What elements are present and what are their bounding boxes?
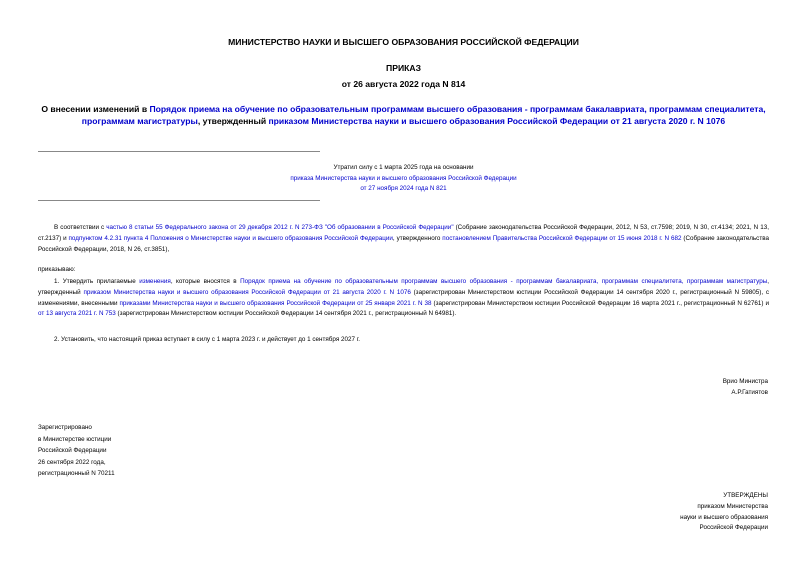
signatory-position: Врио Министра: [722, 378, 768, 385]
item1-text-6: (зарегистрирован Министерством юстиции Российской Федерации 14 сентября 2021 г., регистрационный N 64981).: [115, 310, 457, 318]
item1-link-procedure[interactable]: Порядок приема на обучение по образовательным программам высшего образования - программам бакалавриата, программам специалитета, программам магистратуры: [240, 278, 768, 285]
lost-force-note: [38, 163, 769, 195]
registration-line2: в Министерстве юстиции: [38, 435, 112, 443]
item1-text-5: (зарегистрирован Министерством юстиции Российской Федерации 16 марта 2021 г., регистрационный N 62761) и: [431, 299, 769, 307]
item-1-paragraph: [38, 277, 769, 320]
signature-block: [723, 377, 768, 398]
registration-line5: регистрационный N 70211: [38, 470, 115, 477]
item1-link-order-38[interactable]: приказами Министерства науки и высшего образования Российской Федерации от 25 января 2021 г. N 38: [119, 299, 432, 307]
divider-bottom: [38, 200, 320, 201]
preamble-link-law-273[interactable]: частью 8 статьи 55 Федерального закона от 29 декабря 2012 г. N 273-ФЗ "Об образовании в Российской Федерации": [106, 224, 454, 231]
item1-text-1: 1. Утвердить прилагаемые: [54, 278, 140, 285]
signatory-name: А.Р.Гатиятов: [731, 388, 768, 396]
orders-word: приказываю:: [38, 266, 76, 273]
lost-force-link-date[interactable]: от 27 ноября 2024 года N 821: [360, 185, 447, 192]
preamble-paragraph: [38, 223, 769, 255]
item1-link-order-753[interactable]: от 13 августа 2021 г. N 753: [38, 310, 116, 318]
ministry-header: МИНИСТЕРСТВО НАУКИ И ВЫСШЕГО ОБРАЗОВАНИЯ РОССИЙСКОЙ ФЕДЕРАЦИИ: [228, 37, 579, 47]
title-link-order-1076[interactable]: приказом Министерства науки и высшего образования Российской Федерации от 21 августа 2020 г. N 1076: [268, 115, 726, 126]
approved-line3: науки и высшего образования: [680, 513, 768, 521]
lost-force-line1: Утратил силу с 1 марта 2025 года на основании: [333, 164, 474, 171]
title-text-1: О внесении изменений в: [41, 104, 150, 114]
document-type: ПРИКАЗ: [386, 63, 421, 73]
lost-force-link-order[interactable]: приказа Министерства науки и высшего образования Российской Федерации: [290, 174, 517, 182]
registration-line4: 26 сентября 2022 года,: [38, 458, 106, 466]
title-text-2: , утвержденный: [197, 115, 269, 126]
approved-block: [680, 491, 768, 534]
order-date-number: от 26 августа 2022 года N 814: [341, 79, 466, 89]
item1-text-2: , которые вносятся в: [170, 278, 241, 285]
preamble-text-3: , утвержденного: [392, 234, 443, 242]
item1-text-3: , утвержденный: [38, 278, 770, 296]
preamble-text-1: В соответствии с: [54, 224, 107, 231]
approved-line4: Российской Федерации: [699, 524, 768, 532]
order-title: [38, 104, 769, 127]
item1-link-order-1076[interactable]: приказом Министерства науки и высшего образования Российской Федерации от 21 августа 2020 г. N 1076: [83, 288, 411, 296]
item1-text-4: (зарегистрирован Министерством юстиции Российской Федерации 14 сентября 2020 г., регистрационный N 59805), с изменениями, внесенными: [38, 288, 769, 307]
registration-line1: Зарегистрировано: [38, 424, 92, 431]
preamble-text-4: (Собрание законодательства Российской Федерации, 2018, N 26, ст.3851),: [38, 234, 769, 253]
approved-line2: приказом Министерства: [697, 502, 768, 510]
approved-line1: УТВЕРЖДЕНЫ: [723, 492, 768, 499]
item-2-paragraph: 2. Установить, что настоящий приказ вступает в силу с 1 марта 2023 г. и действует до 1 сентября 2027 г.: [54, 336, 361, 343]
preamble-link-decree-682[interactable]: постановлением Правительства Российской Федерации от 15 июня 2018 г. N 682: [442, 234, 682, 242]
registration-line3: Российской Федерации: [38, 447, 107, 454]
registration-block: [38, 422, 115, 480]
preamble-text-2: (Собрание законодательства Российской Федерации, 2012, N 53, ст.7598; 2019, N 30, ст.4134; 2021, N 13, ст.2137) и: [38, 224, 769, 242]
preamble-link-regulation[interactable]: подпунктом 4.2.31 пункта 4 Положения о Министерстве науки и высшего образования Российской Федерации: [68, 234, 393, 242]
title-link-admission-procedure[interactable]: Порядок приема на обучение по образовательным программам высшего образования - программам бакалавриата, программам специалитета, программам магистратуры: [81, 104, 766, 126]
divider-top: [38, 151, 320, 152]
item1-link-changes[interactable]: изменения: [139, 278, 171, 285]
